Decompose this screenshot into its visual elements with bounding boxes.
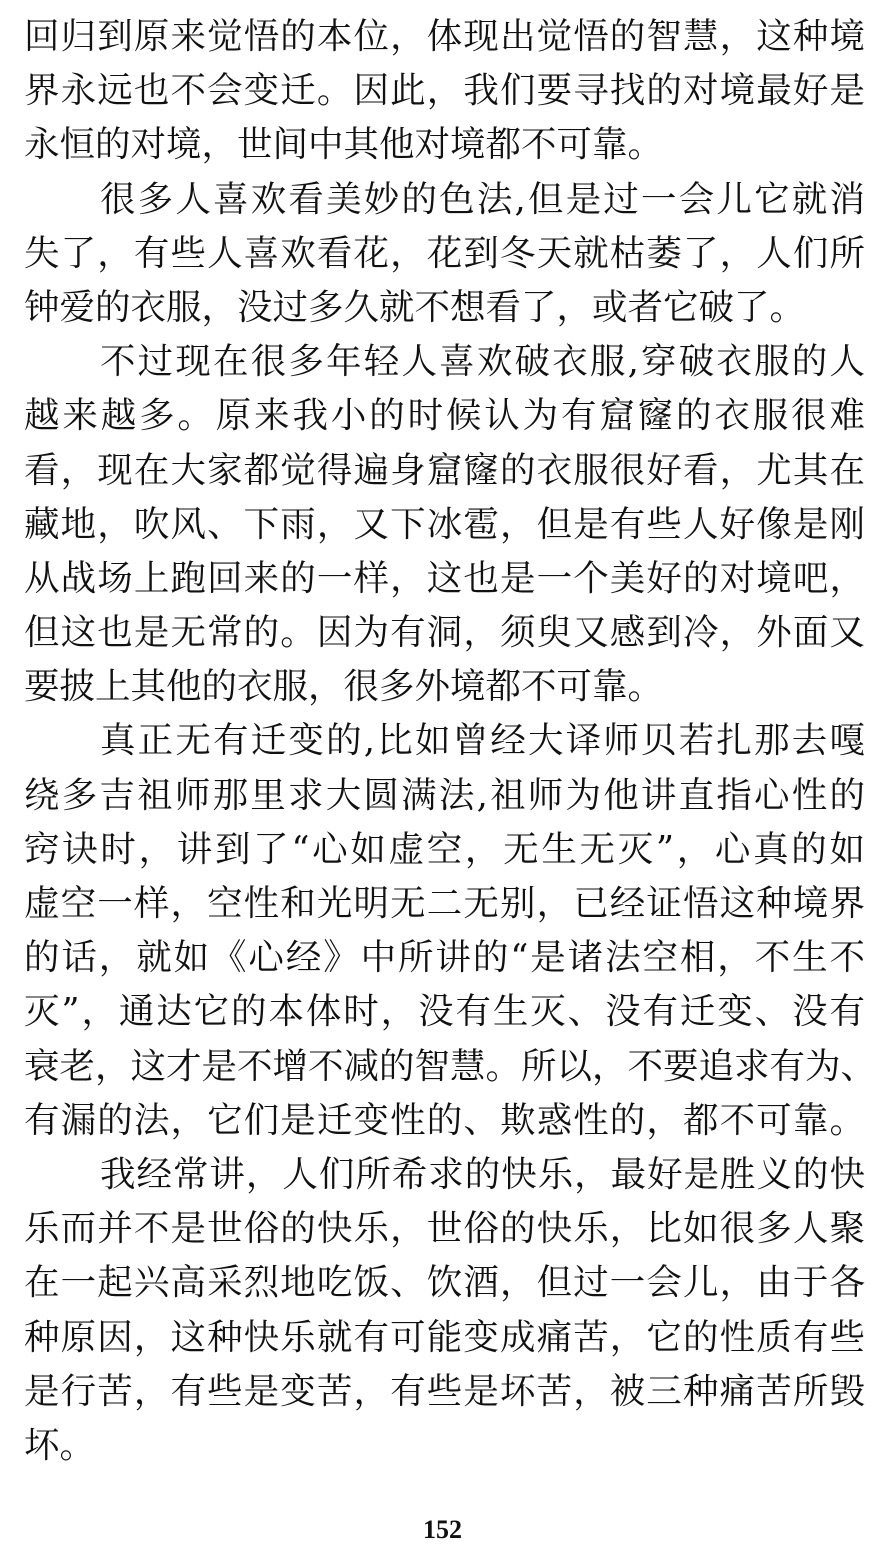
text-line: 的话，就如《心经》中所讲的“是诸法空相，不生不: [24, 937, 865, 979]
text-line: 但这也是无常的。因为有洞，须臾又感到冷，外面又: [24, 612, 865, 654]
paragraph: [24, 335, 865, 714]
paragraph: [24, 1148, 865, 1473]
text-line: 是行苦，有些是变苦，有些是坏苦，被三种痛苦所毁: [24, 1370, 865, 1412]
text-line: 乐而并不是世俗的快乐，世俗的快乐，比如很多人聚: [24, 1208, 865, 1250]
text-line: 绕多吉祖师那里求大圆满法,祖师为他讲直指心性的: [24, 774, 865, 816]
text-line: 界永远也不会变迁。因此，我们要寻找的对境最好是: [24, 70, 865, 112]
page-number: 152: [423, 1515, 462, 1544]
text-line: 藏地，吹风、下雨，又下冰雹，但是有些人好像是刚: [24, 503, 865, 545]
paragraph: [24, 714, 877, 1148]
text-line: 虚空一样，空性和光明无二无别，已经证悟这种境界: [24, 883, 865, 924]
text-line: 越来越多。原来我小的时候认为有窟窿的衣服很难: [24, 395, 865, 437]
text-line: 从战场上跑回来的一样，这也是一个美好的对境吧，: [24, 557, 865, 599]
text-line: 我经常讲，人们所希求的快乐，最好是胜义的快: [100, 1153, 865, 1195]
text-line: 灭”，通达它的本体时，没有生灭、没有迁变、没有: [24, 991, 865, 1033]
text-line: 有漏的法，它们是迁变性的、欺惑性的，都不可靠。: [24, 1099, 865, 1141]
text-line: 在一起兴高采烈地吃饭、饮酒，但过一会儿，由于各: [24, 1262, 865, 1304]
text-line: 钟爱的衣服，没过多久就不想看了，或者它破了。: [24, 286, 806, 328]
text-line: 真正无有迁变的,比如曾经大译师贝若扎那去嘎: [100, 720, 865, 762]
text-line: 看，现在大家都觉得遍身窟窿的衣服很好看，尤其在: [24, 449, 865, 491]
text-line: 永恒的对境，世间中其他对境都不可靠。: [24, 124, 664, 166]
paragraph: [24, 10, 865, 173]
page-body-text: [24, 10, 877, 1473]
paragraph: [24, 173, 865, 336]
text-line: 要披上其他的衣服，很多外境都不可靠。: [24, 666, 664, 708]
text-line: 不过现在很多年轻人喜欢破衣服,穿破衣服的人: [100, 341, 865, 383]
text-line: 失了，有些人喜欢看花，花到冬天就枯萎了，人们所: [24, 232, 865, 274]
text-line: 回归到原来觉悟的本位，体现出觉悟的智慧，这种境: [24, 16, 865, 57]
text-line: 衰老，这才是不增不减的智慧。所以，不要追求有为、: [24, 1045, 877, 1087]
text-line: 窍诀时，讲到了“心如虚空，无生无灭”，心真的如: [24, 828, 865, 870]
text-line: 坏。: [24, 1424, 96, 1466]
text-line: 很多人喜欢看美妙的色法,但是过一会儿它就消: [100, 178, 865, 220]
text-line: 种原因，这种快乐就有可能变成痛苦，它的性质有些: [24, 1316, 865, 1358]
